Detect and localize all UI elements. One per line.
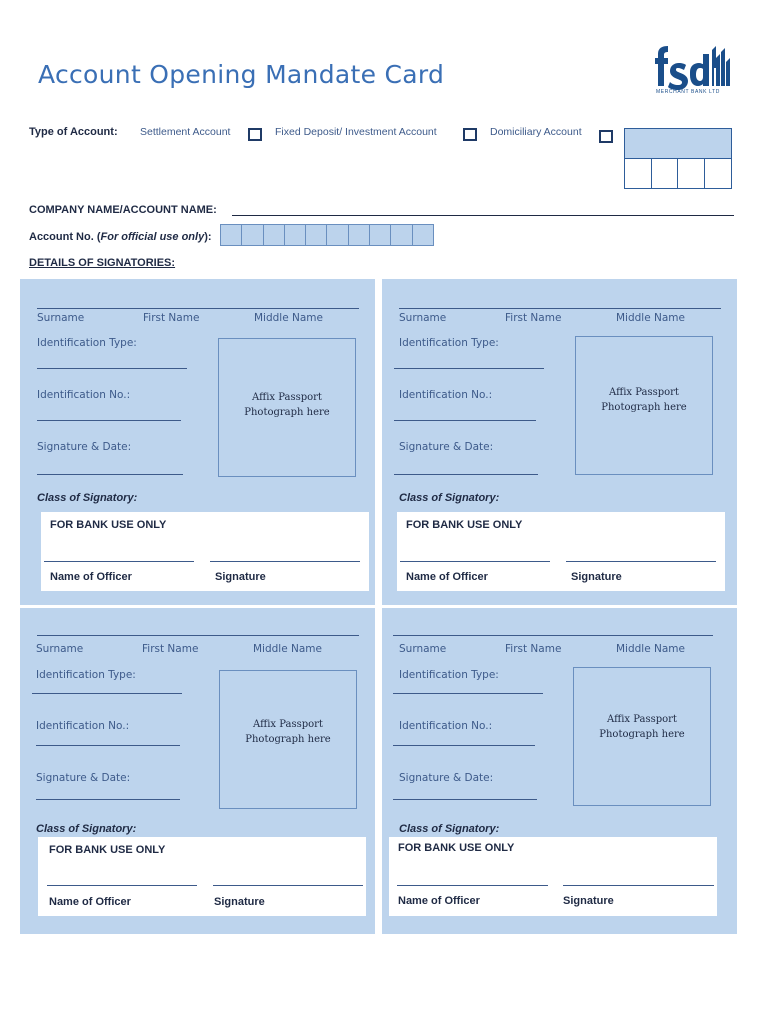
identification-no-field[interactable] (37, 420, 181, 421)
fsdh-logo (654, 42, 734, 100)
signature-date-field[interactable] (393, 799, 537, 800)
surname-label: Surname (399, 312, 447, 324)
officer-name-field[interactable] (47, 885, 197, 886)
officer-name-field[interactable] (400, 561, 550, 562)
signature-date-field[interactable] (36, 799, 180, 800)
official-grid-cell[interactable] (625, 159, 652, 188)
passport-photo-box[interactable] (219, 670, 357, 809)
photo-text-line-2: Photograph here (244, 407, 330, 418)
account-no-label-start: Account No. ( (29, 231, 101, 243)
name-of-officer-label: Name of Officer (50, 571, 132, 583)
first-name-label: First Name (505, 643, 562, 655)
signatory-card-2 (382, 279, 737, 605)
full-name-field[interactable] (37, 308, 359, 309)
bank-use-only-label: FOR BANK USE ONLY (49, 844, 166, 856)
name-of-officer-label: Name of Officer (398, 895, 480, 907)
surname-label: Surname (399, 643, 447, 655)
full-name-field[interactable] (399, 308, 721, 309)
identification-type-label: Identification Type: (36, 669, 136, 681)
option-domiciliary-label: Domiciliary Account (490, 126, 582, 138)
logo-tagline: MERCHANT BANK LTD (656, 89, 720, 95)
photo-text-line-1: Affix Passport (253, 719, 323, 730)
bank-use-only-box (38, 837, 366, 916)
signatory-card-4 (382, 608, 737, 934)
identification-no-field[interactable] (36, 745, 180, 746)
domiciliary-checkbox[interactable] (599, 130, 613, 143)
account-no-digit-box[interactable] (412, 224, 434, 246)
fixed-deposit-checkbox[interactable] (463, 128, 477, 141)
account-no-label-end: ): (204, 231, 212, 243)
officer-signature-field[interactable] (213, 885, 363, 886)
account-no-digit-box[interactable] (390, 224, 412, 246)
identification-no-label: Identification No.: (36, 720, 130, 732)
photo-text-line-2: Photograph here (599, 729, 685, 740)
photo-text-line-1: Affix Passport (607, 714, 677, 725)
class-of-signatory-label: Class of Signatory: (36, 823, 137, 835)
account-no-digit-box[interactable] (241, 224, 263, 246)
class-of-signatory-label: Class of Signatory: (399, 823, 500, 835)
identification-no-label: Identification No.: (399, 389, 493, 401)
photo-text-line-1: Affix Passport (609, 387, 679, 398)
first-name-label: First Name (143, 312, 200, 324)
identification-no-field[interactable] (393, 745, 535, 746)
photo-text-line-1: Affix Passport (252, 392, 322, 403)
middle-name-label: Middle Name (253, 643, 322, 655)
surname-label: Surname (36, 643, 84, 655)
account-no-digit-box[interactable] (284, 224, 306, 246)
officer-signature-label: Signature (563, 895, 614, 907)
account-no-digit-box[interactable] (348, 224, 370, 246)
identification-no-label: Identification No.: (37, 389, 131, 401)
signature-date-label: Signature & Date: (399, 441, 494, 453)
bank-use-only-label: FOR BANK USE ONLY (406, 519, 523, 531)
account-no-digit-box[interactable] (220, 224, 242, 246)
official-grid-header (625, 129, 731, 159)
passport-photo-box[interactable] (218, 338, 356, 477)
official-grid-cell[interactable] (652, 159, 679, 188)
name-of-officer-label: Name of Officer (406, 571, 488, 583)
full-name-field[interactable] (393, 635, 713, 636)
identification-type-field[interactable] (394, 368, 544, 369)
middle-name-label: Middle Name (616, 312, 685, 324)
official-use-grid (624, 128, 732, 189)
identification-no-field[interactable] (394, 420, 536, 421)
fsdh-logo-icon (654, 42, 734, 90)
passport-photo-box[interactable] (573, 667, 711, 806)
account-no-digit-box[interactable] (263, 224, 285, 246)
settlement-checkbox[interactable] (248, 128, 262, 141)
account-no-digit-box[interactable] (326, 224, 348, 246)
company-name-label: COMPANY NAME/ACCOUNT NAME: (29, 204, 217, 216)
identification-type-field[interactable] (32, 693, 182, 694)
account-no-digit-box[interactable] (305, 224, 327, 246)
signature-date-field[interactable] (394, 474, 538, 475)
identification-type-field[interactable] (37, 368, 187, 369)
identification-type-label: Identification Type: (399, 337, 499, 349)
full-name-field[interactable] (37, 635, 359, 636)
photo-text-line-2: Photograph here (245, 734, 331, 745)
middle-name-label: Middle Name (254, 312, 323, 324)
account-no-digit-box[interactable] (369, 224, 391, 246)
identification-type-label: Identification Type: (37, 337, 137, 349)
first-name-label: First Name (142, 643, 199, 655)
officer-signature-field[interactable] (563, 885, 714, 886)
middle-name-label: Middle Name (616, 643, 685, 655)
signature-date-label: Signature & Date: (399, 772, 494, 784)
option-fixed-deposit-label: Fixed Deposit/ Investment Account (275, 126, 437, 138)
class-of-signatory-label: Class of Signatory: (399, 492, 500, 504)
account-no-label-italic: For official use only (100, 231, 205, 243)
signature-date-label: Signature & Date: (37, 441, 132, 453)
identification-no-label: Identification No.: (399, 720, 493, 732)
identification-type-label: Identification Type: (399, 669, 499, 681)
officer-signature-field[interactable] (566, 561, 716, 562)
account-no-label (29, 231, 212, 243)
photo-text-line-2: Photograph here (601, 402, 687, 413)
passport-photo-box[interactable] (575, 336, 713, 475)
account-no-boxes (220, 224, 433, 246)
account-type-label: Type of Account: (29, 126, 118, 138)
bank-use-only-box (41, 512, 369, 591)
option-settlement-label: Settlement Account (140, 126, 231, 138)
official-grid-cell[interactable] (678, 159, 705, 188)
signature-date-label: Signature & Date: (36, 772, 131, 784)
officer-signature-label: Signature (214, 896, 265, 908)
officer-signature-label: Signature (571, 571, 622, 583)
details-of-signatories-heading: DETAILS OF SIGNATORIES: (29, 257, 176, 269)
class-of-signatory-label: Class of Signatory: (37, 492, 138, 504)
page-title: Account Opening Mandate Card (38, 60, 445, 89)
bank-use-only-label: FOR BANK USE ONLY (398, 842, 515, 854)
official-grid-cell[interactable] (705, 159, 732, 188)
bank-use-only-box (389, 837, 717, 916)
name-of-officer-label: Name of Officer (49, 896, 131, 908)
first-name-label: First Name (505, 312, 562, 324)
identification-type-field[interactable] (393, 693, 543, 694)
officer-signature-field[interactable] (210, 561, 360, 562)
officer-name-field[interactable] (397, 885, 548, 886)
bank-use-only-box (397, 512, 725, 591)
signatory-card-1 (20, 279, 375, 605)
signatory-card-3 (20, 608, 375, 934)
bank-use-only-label: FOR BANK USE ONLY (50, 519, 167, 531)
company-name-field[interactable] (232, 215, 734, 216)
officer-signature-label: Signature (215, 571, 266, 583)
surname-label: Surname (37, 312, 85, 324)
signature-date-field[interactable] (37, 474, 183, 475)
officer-name-field[interactable] (44, 561, 194, 562)
